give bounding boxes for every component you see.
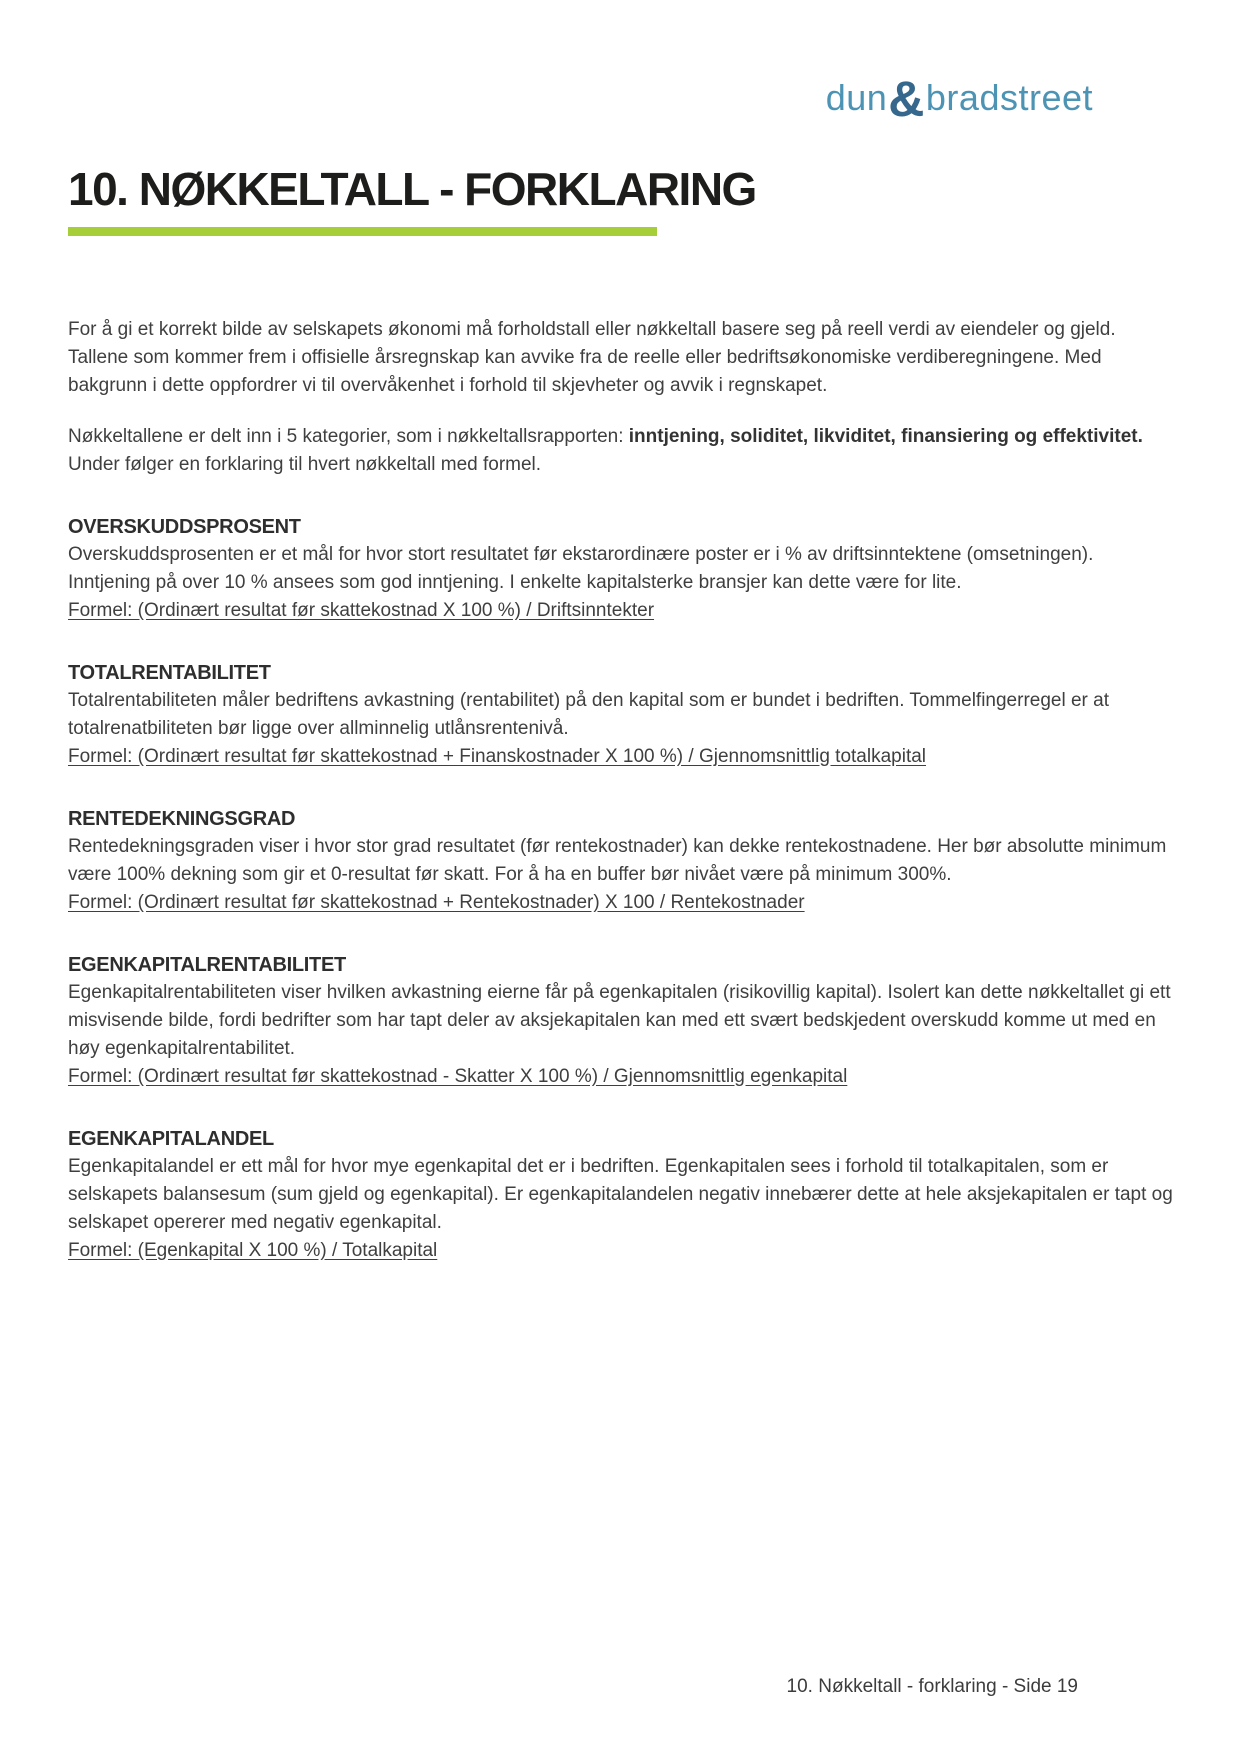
section-heading: EGENKAPITALANDEL bbox=[68, 1127, 274, 1150]
intro-paragraph-2-post: Under følger en forklaring til hvert nøkkeltall med formel. bbox=[68, 453, 542, 475]
section-rentedekningsgrad bbox=[68, 805, 1173, 917]
intro-paragraph-2-pre: Nøkkeltallene er delt inn i 5 kategorier, som i nøkkeltallsrapporten: bbox=[68, 425, 629, 447]
section-heading: RENTEDEKNINGSGRAD bbox=[68, 807, 296, 830]
section-body: Totalrentabiliteten måler bedriftens avkastning (rentabilitet) på den kapital som er bundet i bedriften. Tommelfingerregel er at totalrenatbiliteten bør ligge over allminnelig utlånsrentenivå. bbox=[68, 689, 1109, 739]
section-overskuddsprosent bbox=[68, 513, 1173, 625]
section-totalrentabilitet bbox=[68, 659, 1173, 771]
section-heading: TOTALRENTABILITET bbox=[68, 661, 271, 684]
logo-word-bradstreet: bradstreet bbox=[925, 77, 1093, 118]
section-formula: Formel: (Ordinært resultat før skattekostnad + Rentekostnader) X 100 / Rentekostnader bbox=[68, 891, 805, 913]
section-egenkapitalrentabilitet bbox=[68, 951, 1173, 1091]
page-title: 10. NØKKELTALL - FORKLARING bbox=[68, 163, 756, 215]
title-accent-bar bbox=[68, 227, 657, 236]
intro-paragraph-2-categories: inntjening, soliditet, likviditet, finansiering og effektivitet. bbox=[628, 425, 1143, 447]
section-body: Overskuddsprosenten er et mål for hvor stort resultatet før ekstarordinære poster er i % av driftsinntektene (omsetningen). Inntjening på over 10 % ansees som god inntjening. I enkelte kapitalsterke bransjer kan dette være for lite. bbox=[68, 543, 1094, 593]
logo-word-dun: dun bbox=[825, 77, 888, 118]
intro-paragraph-2 bbox=[68, 423, 1173, 479]
section-heading: EGENKAPITALRENTABILITET bbox=[68, 953, 346, 976]
section-formula: Formel: (Egenkapital X 100 %) / Totalkapital bbox=[68, 1239, 438, 1261]
section-body: Egenkapitalrentabiliteten viser hvilken avkastning eierne får på egenkapitalen (risikovillig kapital). Isolert kan dette nøkkeltallet gi ett misvisende bilde, fordi bedrifter som har tapt deler av aksjekapitalen kan med ett svært bedskjedent overskudd komme ut med en høy egenkapitalrentabilitet. bbox=[68, 981, 1171, 1059]
logo-ampersand: & bbox=[888, 71, 925, 127]
document-content bbox=[68, 0, 1173, 1265]
section-egenkapitalandel bbox=[68, 1125, 1173, 1265]
section-body: Egenkapitalandel er ett mål for hvor mye egenkapital det er i bedriften. Egenkapitalen sees i forhold til totalkapitalen, som er selskapets balansesum (sum gjeld og egenkapital). Er egenkapitalandelen negativ innebærer dette at hele aksjekapitalen er tapt og selskapet opererer med negativ egenkapital. bbox=[68, 1155, 1173, 1233]
section-body: Rentedekningsgraden viser i hvor stor grad resultatet (før rentekostnader) kan dekke rentekostnadene. Her bør absolutte minimum være 100% dekning som gir et 0-resultat før skatt. For å ha en buffer bør nivået være på minimum 300%. bbox=[68, 835, 1167, 885]
section-formula: Formel: (Ordinært resultat før skattekostnad - Skatter X 100 %) / Gjennomsnittlig egenkapital bbox=[68, 1065, 848, 1087]
intro-paragraph-1: For å gi et korrekt bilde av selskapets økonomi må forholdstall eller nøkkeltall basere seg på reell verdi av eiendeler og gjeld. Tallene som kommer frem i offisielle årsregnskap kan avvike fra de reelle eller bedriftsøkonomiske verdiberegningene. Med bakgrunn i dette oppfordrer vi til overvåkenhet i forhold til skjevheter og avvik i regnskapet. bbox=[68, 318, 1116, 396]
page-footer: 10. Nøkkeltall - forklaring - Side 19 bbox=[786, 1676, 1078, 1697]
section-formula: Formel: (Ordinært resultat før skattekostnad X 100 %) / Driftsinntekter bbox=[68, 599, 655, 621]
section-heading: OVERSKUDDSPROSENT bbox=[68, 515, 301, 538]
section-formula: Formel: (Ordinært resultat før skattekostnad + Finanskostnader X 100 %) / Gjennomsnittlig totalkapital bbox=[68, 745, 927, 767]
